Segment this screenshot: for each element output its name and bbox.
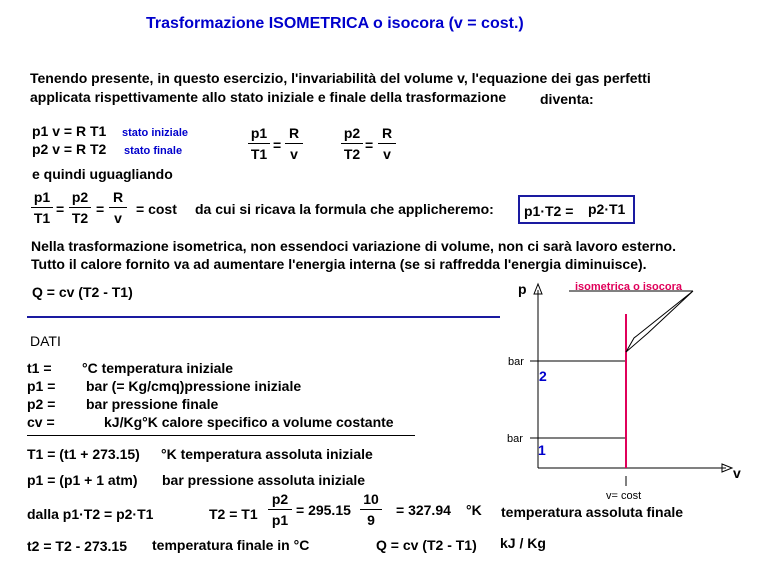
q-formula: Q = cv (T2 - T1) bbox=[376, 537, 477, 553]
t2-label: temperatura assoluta finale bbox=[501, 504, 684, 520]
bar-lower-label: bar bbox=[507, 433, 523, 445]
initial-state-label: stato iniziale bbox=[122, 127, 189, 139]
point-2-label: 2 bbox=[539, 368, 547, 384]
final-state-label: stato finale bbox=[124, 145, 183, 157]
dati-sym-t1: t1 = bbox=[27, 360, 52, 376]
fraction-r-v: R v bbox=[109, 189, 127, 226]
initial-state-equation: p1 v = R T1 bbox=[32, 123, 107, 139]
dati-sym-p1: p1 = bbox=[27, 378, 56, 394]
t2-lhs: T2 = T1 bbox=[209, 506, 258, 522]
fraction-r-v: R v bbox=[285, 125, 303, 162]
t2-mid-value: = 295.15 bbox=[296, 502, 351, 518]
point-1-label: 1 bbox=[538, 442, 546, 458]
fraction-p2-p1: p2 p1 bbox=[268, 491, 292, 528]
v-cost-label: v= cost bbox=[606, 490, 642, 502]
t2-result: = 327.94 bbox=[396, 502, 451, 518]
intro-line-1: Tenendo presente, in questo esercizio, l'invariabilità del volume v, l'equazione dei gas perfetti bbox=[30, 70, 651, 86]
dati-desc-p2: bar pressione finale bbox=[86, 396, 219, 412]
bar-upper-label: bar bbox=[508, 356, 524, 368]
final-state-equation: p2 v = R T2 bbox=[32, 141, 107, 157]
dati-desc-cv: kJ/Kg°K calore specifico a volume costante bbox=[104, 414, 394, 430]
formula-left: p1·T2 = bbox=[524, 203, 574, 219]
equals-sign: = bbox=[96, 201, 105, 217]
q-unit: kJ / Kg bbox=[500, 535, 546, 551]
t2-celsius-equation: t2 = T2 - 273.15 bbox=[27, 538, 128, 554]
intro-line-2-tail: diventa: bbox=[540, 91, 594, 107]
dati-sym-cv: cv = bbox=[27, 414, 55, 430]
equals-sign: = bbox=[273, 137, 282, 153]
p-axis-label: p bbox=[518, 281, 527, 297]
explain-line-2: Tutto il calore fornito va ad aumentare l'energia interna (se si raffredda l'energia diminuisce). bbox=[31, 256, 647, 272]
equals-sign: = bbox=[56, 201, 65, 217]
equals-sign: = bbox=[365, 137, 374, 153]
constant-label: = cost bbox=[136, 201, 177, 217]
derived-formula-label: da cui si ricava la formula che applicheremo: bbox=[195, 201, 494, 217]
dati-desc-t1: °C temperatura iniziale bbox=[82, 360, 234, 376]
t2-unit: °K bbox=[466, 502, 482, 518]
formula-right: p2·T1 bbox=[588, 201, 626, 217]
intro-line-2: applicata rispettivamente allo stato iniziale e finale della trasformazione bbox=[30, 89, 507, 105]
fraction-p1-t1: p1 T1 bbox=[248, 125, 270, 162]
callout-pointer bbox=[626, 291, 693, 352]
explain-line-1: Nella trasformazione isometrica, non essendoci variazione di volume, non ci sarà lavoro esterno. bbox=[31, 238, 676, 254]
t2-celsius-label: temperatura finale in °C bbox=[152, 537, 310, 553]
equating-label: e quindi uguagliando bbox=[32, 166, 173, 182]
p1-unit-label: bar pressione assoluta iniziale bbox=[162, 472, 366, 488]
dati-heading: DATI bbox=[30, 333, 61, 349]
v-axis-label: v bbox=[733, 465, 741, 481]
fraction-10-9: 10 9 bbox=[360, 491, 382, 528]
fraction-p2-t2: p2 T2 bbox=[69, 189, 91, 226]
dalla-formula: dalla p1·T2 = p2·T1 bbox=[27, 506, 154, 522]
fraction-p2-t2: p2 T2 bbox=[341, 125, 363, 162]
isocora-label: isometrica o isocora bbox=[575, 281, 682, 293]
page-title: Trasformazione ISOMETRICA o isocora (v = cost.) bbox=[146, 15, 524, 32]
dati-desc-p1: bar (= Kg/cmq)pressione iniziale bbox=[86, 378, 302, 394]
fraction-r-v: R v bbox=[378, 125, 396, 162]
p1-equation: p1 = (p1 + 1 atm) bbox=[27, 472, 138, 488]
t1-unit-label: °K temperatura assoluta iniziale bbox=[161, 446, 373, 462]
heat-formula: Q = cv (T2 - T1) bbox=[32, 284, 133, 300]
fraction-p1-t1: p1 T1 bbox=[31, 189, 53, 226]
dati-sym-p2: p2 = bbox=[27, 396, 56, 412]
t1-equation: T1 = (t1 + 273.15) bbox=[27, 446, 140, 462]
